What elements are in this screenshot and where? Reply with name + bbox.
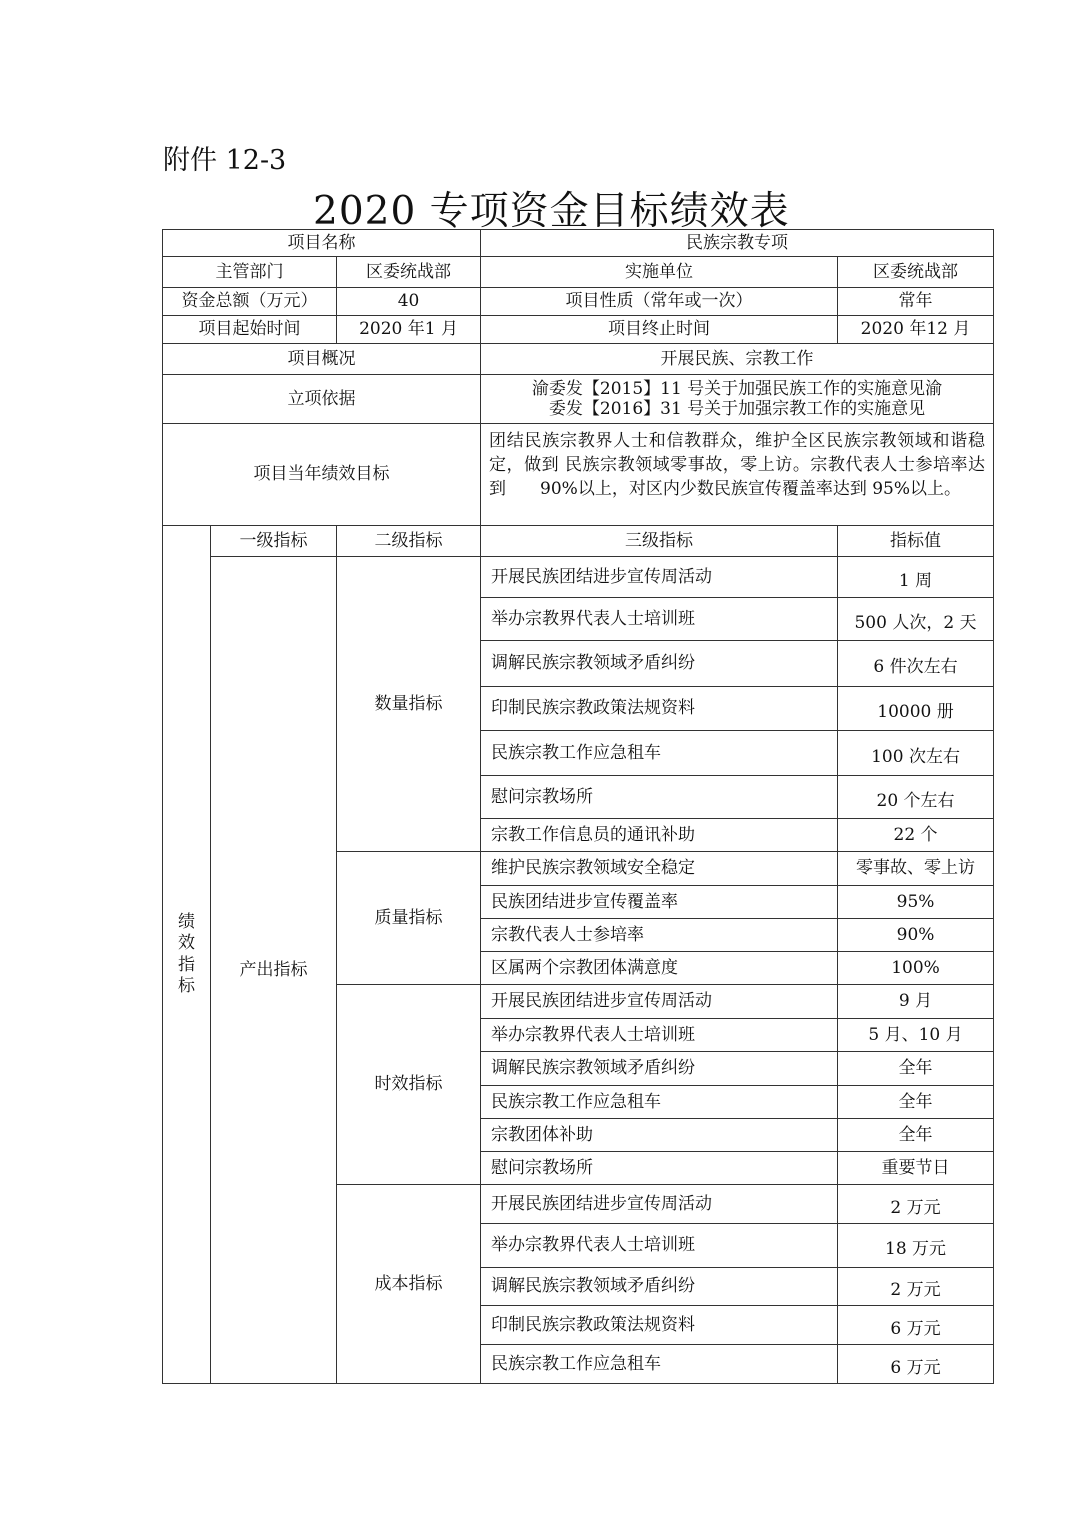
indicator-value: 100% <box>838 952 994 985</box>
basis-line-1: 渝委发【2015】11 号关于加强民族工作的实施意见渝 <box>531 378 943 399</box>
level2-header: 二级指标 <box>337 526 481 557</box>
indicator-value: 9 月 <box>838 985 994 1019</box>
level3-header: 三级指标 <box>481 526 838 557</box>
indicator-value: 500 人次，2 天 <box>838 598 994 641</box>
start-time-value: 2020 年1 月 <box>337 316 481 344</box>
nature-value: 常年 <box>838 288 994 316</box>
indicator-item: 维护民族宗教领域安全稳定 <box>481 852 838 886</box>
end-time-value: 2020 年12 月 <box>838 316 994 344</box>
indicator-value: 6 万元 <box>838 1345 994 1384</box>
cost-indicator-label: 成本指标 <box>337 1185 481 1384</box>
indicator-value: 100 次左右 <box>838 731 994 776</box>
nature-label: 项目性质（常年或一次） <box>481 288 838 316</box>
indicator-value: 10000 册 <box>838 687 994 731</box>
quality-indicator-label: 质量指标 <box>337 852 481 985</box>
total-funds-label: 资金总额（万元） <box>163 288 337 316</box>
indicator-item: 举办宗教界代表人士培训班 <box>481 1224 838 1268</box>
overview-value: 开展民族、宗教工作 <box>481 344 994 375</box>
indicator-item: 宗教团体补助 <box>481 1119 838 1152</box>
indicator-item: 宗教工作信息员的通讯补助 <box>481 819 838 852</box>
indicator-item: 慰问宗教场所 <box>481 1152 838 1185</box>
impl-unit-value: 区委统战部 <box>838 257 994 288</box>
perf-char-2: 效 <box>178 933 195 954</box>
project-name-value: 民族宗教专项 <box>481 230 994 257</box>
goal-label: 项目当年绩效目标 <box>163 424 481 526</box>
indicator-value: 零事故、零上访 <box>838 852 994 886</box>
indicator-value: 90% <box>838 919 994 952</box>
perf-indicators-label <box>163 526 211 1384</box>
indicator-value: 1 周 <box>838 557 994 598</box>
indicator-item: 民族团结进步宣传覆盖率 <box>481 886 838 919</box>
indicator-value: 6 万元 <box>838 1306 994 1345</box>
goal-text: 团结民族宗教界人士和信教群众，维护全区民族宗教领域和谐稳定，做到 民族宗教领域零事故，零上访。宗教代表人士参培率达到 90%以上，对区内少数民族宣传覆盖率达到 95%以上。 <box>481 424 994 526</box>
performance-table <box>162 229 994 1384</box>
indicator-value: 6 件次左右 <box>838 641 994 687</box>
timeliness-indicator-label: 时效指标 <box>337 985 481 1185</box>
project-name-label: 项目名称 <box>163 230 481 257</box>
indicator-item: 区属两个宗教团体满意度 <box>481 952 838 985</box>
attachment-label: 附件 12-3 <box>163 145 287 176</box>
indicator-item: 民族宗教工作应急租车 <box>481 731 838 776</box>
indicator-item: 慰问宗教场所 <box>481 776 838 819</box>
perf-char-3: 指 <box>178 954 195 975</box>
overview-label: 项目概况 <box>163 344 481 375</box>
dept-label: 主管部门 <box>163 257 337 288</box>
value-header: 指标值 <box>838 526 994 557</box>
impl-unit-label: 实施单位 <box>481 257 838 288</box>
indicator-item: 民族宗教工作应急租车 <box>481 1086 838 1119</box>
indicator-item: 调解民族宗教领域矛盾纠纷 <box>481 1268 838 1306</box>
perf-char-4: 标 <box>178 975 195 996</box>
indicator-value: 2 万元 <box>838 1268 994 1306</box>
indicator-value: 18 万元 <box>838 1224 994 1268</box>
quantity-indicator-label: 数量指标 <box>337 557 481 852</box>
indicator-value: 全年 <box>838 1119 994 1152</box>
basis-value <box>481 375 994 424</box>
level1-header: 一级指标 <box>211 526 337 557</box>
indicator-item: 宗教代表人士参培率 <box>481 919 838 952</box>
indicator-value: 全年 <box>838 1052 994 1086</box>
indicator-item: 开展民族团结进步宣传周活动 <box>481 985 838 1019</box>
indicator-value: 95% <box>838 886 994 919</box>
indicator-value: 22 个 <box>838 819 994 852</box>
document-title: 2020 专项资金目标绩效表 <box>313 189 790 234</box>
indicator-item: 调解民族宗教领域矛盾纠纷 <box>481 1052 838 1086</box>
indicator-item: 民族宗教工作应急租车 <box>481 1345 838 1384</box>
indicator-value: 2 万元 <box>838 1185 994 1224</box>
indicator-item: 开展民族团结进步宣传周活动 <box>481 1185 838 1224</box>
start-time-label: 项目起始时间 <box>163 316 337 344</box>
dept-value: 区委统战部 <box>337 257 481 288</box>
indicator-value: 20 个左右 <box>838 776 994 819</box>
indicator-value: 5 月、10 月 <box>838 1019 994 1052</box>
basis-line-2: 委发【2016】31 号关于加强宗教工作的实施意见 <box>548 399 926 419</box>
indicator-item: 印制民族宗教政策法规资料 <box>481 1306 838 1345</box>
end-time-label: 项目终止时间 <box>481 316 838 344</box>
perf-char-1: 绩 <box>178 912 195 932</box>
indicator-value: 重要节日 <box>838 1152 994 1185</box>
indicator-item: 调解民族宗教领域矛盾纠纷 <box>481 641 838 687</box>
indicator-item: 开展民族团结进步宣传周活动 <box>481 557 838 598</box>
total-funds-value: 40 <box>337 288 481 316</box>
indicator-item: 举办宗教界代表人士培训班 <box>481 598 838 641</box>
output-indicator-label: 产出指标 <box>211 557 337 1384</box>
indicator-value: 全年 <box>838 1086 994 1119</box>
indicator-item: 举办宗教界代表人士培训班 <box>481 1019 838 1052</box>
basis-label: 立项依据 <box>163 375 481 424</box>
indicator-item: 印制民族宗教政策法规资料 <box>481 687 838 731</box>
